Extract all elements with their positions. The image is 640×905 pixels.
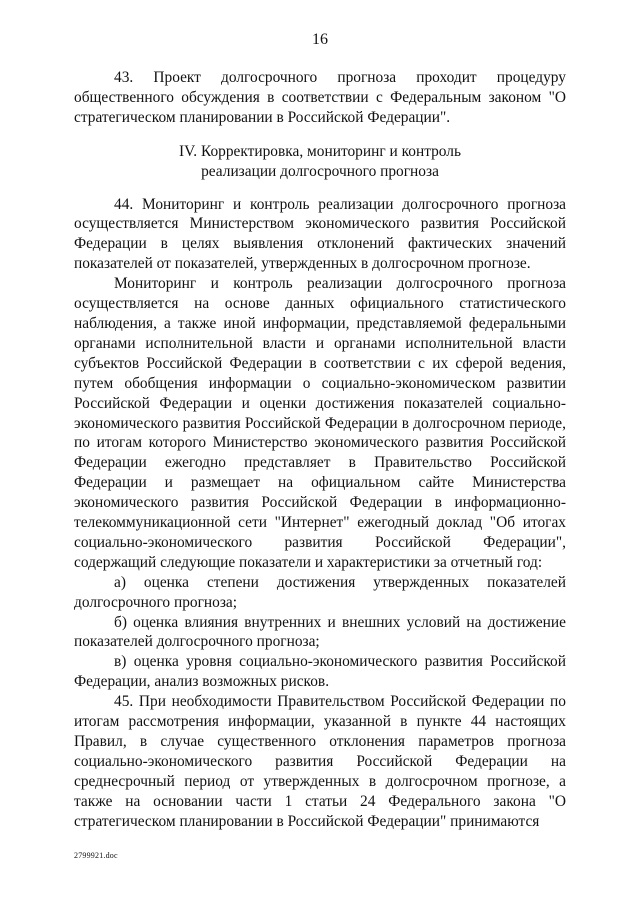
list-item-a: а) оценка степени достижения утвержденных показателей долгосрочного прогноза; <box>74 573 566 611</box>
paragraph-44: 44. Мониторинг и контроль реализации долгосрочного прогноза осуществляется Министерством экономического развития Российской Федерации в целях выявления отклонений фактических значений показателей от показателей, утвержденных в долгосрочном прогнозе. <box>74 195 566 273</box>
list-item-b: б) оценка влияния внутренних и внешних условий на достижение показателей долгосрочного прогноза; <box>74 613 566 651</box>
list-item-c: в) оценка уровня социально-экономического развития Российской Федерации, анализ возможных рисков. <box>74 653 566 691</box>
paragraph-monitoring: Мониторинг и контроль реализации долгосрочного прогноза осуществляется на основе данных официального статистического наблюдения, а также иной информации, представляемой федеральными органами исполнительной власти и органами исполнительной власти субъектов Российской Федерации в соответствии с их сферой ведения, путем обобщения информации о социально-экономическом развитии Российской Федерации и оценки достижения показателей социально-экономического развития Российской Федерации в долгосрочном периоде, по итогам которого Министерство экономического развития Российской Федерации ежегодно представляет в Правительство Российской Федерации и размещает на официальном сайте Министерства экономического развития Российской Федерации в информационно-телекоммуникационной сети "Интернет" ежегодный доклад "Об итогах социально-экономического развития Российской Федерации", содержащий следующие показатели и характеристики за отчетный год: <box>74 275 566 571</box>
page-number: 16 <box>312 31 328 48</box>
section-heading <box>74 142 566 182</box>
section-heading-line-2: реализации долгосрочного прогноза <box>201 162 439 180</box>
paragraph-45: 45. При необходимости Правительством Российской Федерации по итогам рассмотрения информации, указанной в пункте 44 настоящих Правил, в случае существенного отклонения параметров прогноза социально-экономического развития Российской Федерации на среднесрочный период от утвержденных в долгосрочном прогнозе, а также на основании части 1 статьи 24 Федерального закона "О стратегическом планировании в Российской Федерации" принимаются <box>74 693 566 830</box>
paragraph-43: 43. Проект долгосрочного прогноза проходит процедуру общественного обсуждения в соответствии с Федеральным законом "О стратегическом планировании в Российской Федерации". <box>74 69 566 126</box>
footer-document-code: 2799921.doc <box>74 851 118 860</box>
document-body <box>74 68 566 832</box>
section-heading-line-1: IV. Корректировка, мониторинг и контроль <box>179 142 461 160</box>
